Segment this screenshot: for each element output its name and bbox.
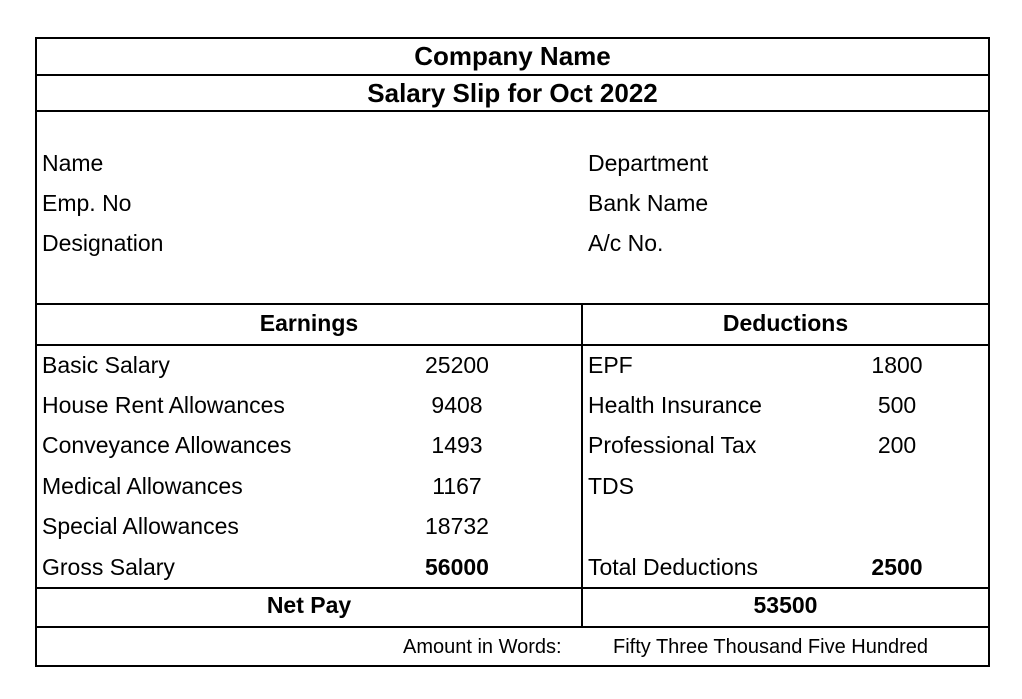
divider	[37, 587, 988, 589]
deduction-value: 1800	[871, 352, 923, 378]
earning-value: 9408	[431, 392, 483, 418]
gross-salary-label: Gross Salary	[42, 554, 175, 580]
gross-salary-value: 56000	[425, 554, 489, 580]
amount-in-words-value: Fifty Three Thousand Five Hundred	[613, 636, 928, 658]
deductions-heading: Deductions	[722, 310, 849, 336]
emp-no-label: Emp. No	[42, 190, 132, 216]
earning-value: 18732	[425, 513, 489, 539]
divider	[37, 74, 988, 76]
divider	[37, 303, 988, 305]
divider	[37, 110, 988, 112]
deduction-label: Health Insurance	[588, 392, 762, 418]
divider	[37, 626, 988, 628]
earning-label: Medical Allowances	[42, 473, 243, 499]
deduction-value: 500	[877, 392, 917, 418]
slip-title: Salary Slip for Oct 2022	[367, 78, 658, 108]
bank-name-label: Bank Name	[588, 190, 709, 216]
earning-value: 1493	[431, 432, 483, 458]
net-pay-value: 53500	[753, 592, 818, 618]
earning-value: 1167	[432, 473, 482, 499]
column-divider	[581, 303, 583, 627]
company-name: Company Name	[414, 41, 611, 71]
deduction-label: EPF	[588, 352, 633, 378]
earning-label: House Rent Allowances	[42, 392, 285, 418]
earning-label: Special Allowances	[42, 513, 239, 539]
designation-label: Designation	[42, 230, 164, 256]
salary-slip	[35, 37, 990, 667]
deduction-value: 200	[877, 432, 917, 458]
earnings-heading: Earnings	[259, 310, 359, 336]
name-label: Name	[42, 150, 104, 176]
amount-in-words-label: Amount in Words:	[403, 636, 562, 658]
total-deductions-value: 2500	[871, 554, 923, 580]
department-label: Department	[588, 150, 709, 176]
total-deductions-label: Total Deductions	[588, 554, 759, 580]
earning-label: Basic Salary	[42, 352, 170, 378]
account-no-label: A/c No.	[588, 230, 664, 256]
net-pay-label: Net Pay	[266, 592, 352, 618]
deduction-label: TDS	[588, 473, 634, 499]
earning-label: Conveyance Allowances	[42, 432, 292, 458]
earning-value: 25200	[425, 352, 489, 378]
divider	[37, 344, 988, 346]
deduction-label: Professional Tax	[588, 432, 757, 458]
